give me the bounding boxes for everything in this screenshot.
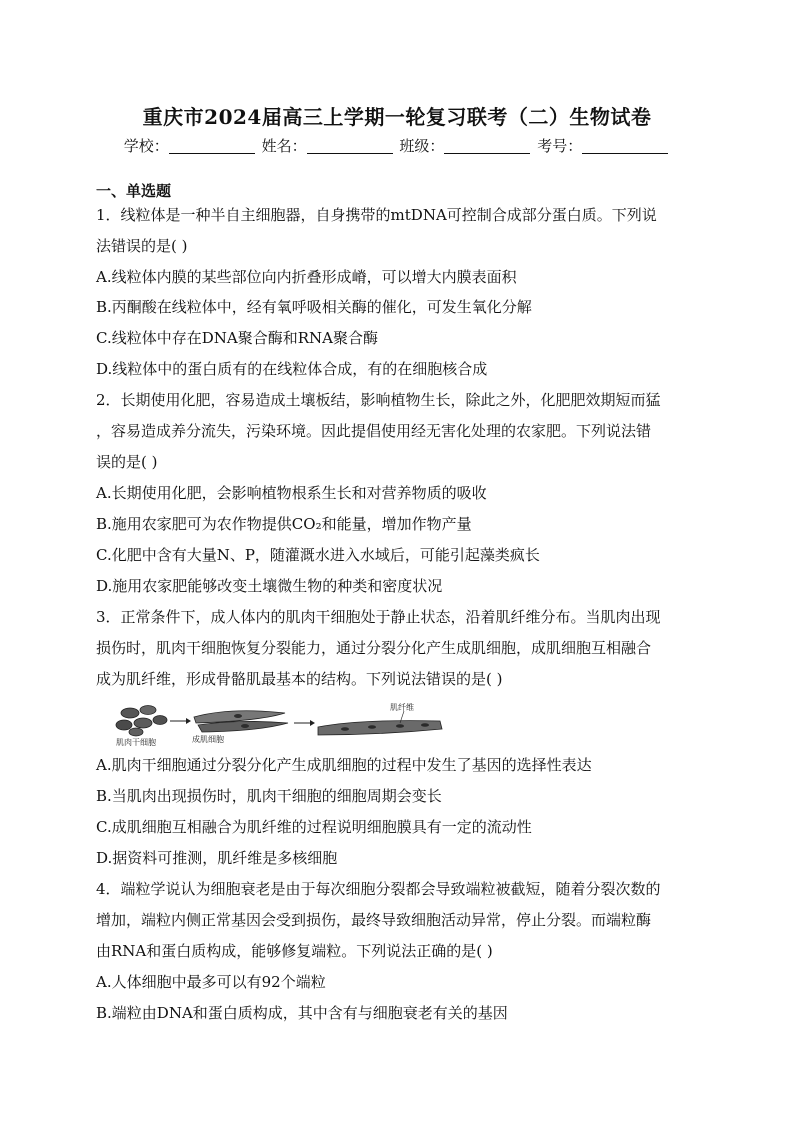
arrow-2	[294, 720, 315, 726]
q3-option-d: D.据资料可推测，肌纤维是多核细胞	[96, 849, 338, 867]
q1-option-d: D.线粒体中的蛋白质有的在线粒体合成，有的在细胞核合成	[96, 360, 488, 378]
q4-stem-line-3: 由RNA和蛋白质构成，能够修复端粒。下列说法正确的是( )	[96, 942, 493, 960]
class-label: 班级：	[399, 137, 445, 155]
q2-option-c: C.化肥中含有大量N、P，随灌溉水进入水域后，可能引起藻类疯长	[96, 546, 540, 564]
section-heading: 一、单选题	[96, 182, 172, 200]
q1-stem-line-1: 1．线粒体是一种半自主细胞器，自身携带的mtDNA可控制合成部分蛋白质。下列说	[96, 206, 657, 224]
q2-stem-line-3: 误的是( )	[96, 453, 158, 471]
class-blank	[444, 139, 530, 154]
student-info-row	[0, 135, 794, 156]
q3-option-a: A.肌肉干细胞通过分裂分化产生成肌细胞的过程中发生了基因的选择性表达	[96, 756, 592, 774]
q4-stem-line-2: 增加，端粒内侧正常基因会受到损伤，最终导致细胞活动异常，停止分裂。而端粒酶	[96, 911, 652, 929]
q1-option-a: A.线粒体内膜的某些部位向内折叠形成嵴，可以增大内膜表面积	[96, 268, 517, 286]
label-stem-cell: 肌肉干细胞	[116, 738, 156, 747]
name-blank	[307, 139, 393, 154]
q2-stem-line-1: 2．长期使用化肥，容易造成土壤板结，影响植物生长，除此之外，化肥肥效期短而猛	[96, 391, 661, 409]
q1-stem-line-2: 法错误的是( )	[96, 237, 188, 255]
number-blank	[582, 139, 668, 154]
q2-option-d: D.施用农家肥能够改变土壤微生物的种类和密度状况	[96, 577, 443, 595]
q2-option-a: A.长期使用化肥，会影响植物根系生长和对营养物质的吸收	[96, 484, 487, 502]
q1-option-b: B.丙酮酸在线粒体中，经有氧呼吸相关酶的催化，可发生氧化分解	[96, 298, 532, 316]
arrow-1	[170, 718, 191, 724]
q3-stem-line-1: 3．正常条件下，成人体内的肌肉干细胞处于静止状态，沿着肌纤维分布。当肌肉出现	[96, 608, 661, 626]
q4-stem-line-1: 4．端粒学说认为细胞衰老是由于每次细胞分裂都会导致端粒被截短，随着分裂次数的	[96, 880, 661, 898]
muscle-fiber	[318, 711, 442, 735]
q3-option-b: B.当肌肉出现损伤时，肌肉干细胞的细胞周期会变长	[96, 787, 442, 805]
school-blank	[169, 139, 255, 154]
label-myoblast: 成肌细胞	[192, 735, 224, 744]
q3-stem-line-3: 成为肌纤维，形成骨骼肌最基本的结构。下列说法错误的是( )	[96, 670, 503, 688]
myoblasts	[194, 711, 288, 732]
label-muscle-fiber: 肌纤维	[390, 703, 414, 712]
q1-option-c: C.线粒体中存在DNA聚合酶和RNA聚合酶	[96, 329, 378, 347]
name-label: 姓名：	[261, 137, 307, 155]
page-title: 重庆市2024届高三上学期一轮复习联考（二）生物试卷	[142, 105, 652, 129]
stem-cells-cluster	[116, 706, 167, 737]
q3-option-c: C.成肌细胞互相融合为肌纤维的过程说明细胞膜具有一定的流动性	[96, 818, 532, 836]
q3-stem-line-2: 损伤时，肌肉干细胞恢复分裂能力，通过分裂分化产生成肌细胞，成肌细胞互相融合	[96, 639, 652, 657]
q4-option-b: B.端粒由DNA和蛋白质构成，其中含有与细胞衰老有关的基因	[96, 1004, 508, 1022]
number-label: 考号：	[537, 137, 583, 155]
muscle-cell-figure	[110, 701, 450, 749]
q4-option-a: A.人体细胞中最多可以有92个端粒	[96, 973, 326, 991]
school-label: 学校：	[123, 137, 169, 155]
q2-option-b: B.施用农家肥可为农作物提供CO₂和能量，增加作物产量	[96, 515, 472, 533]
q2-stem-line-2: ，容易造成养分流失，污染环境。因此提倡使用经无害化处理的农家肥。下列说法错	[96, 422, 652, 440]
